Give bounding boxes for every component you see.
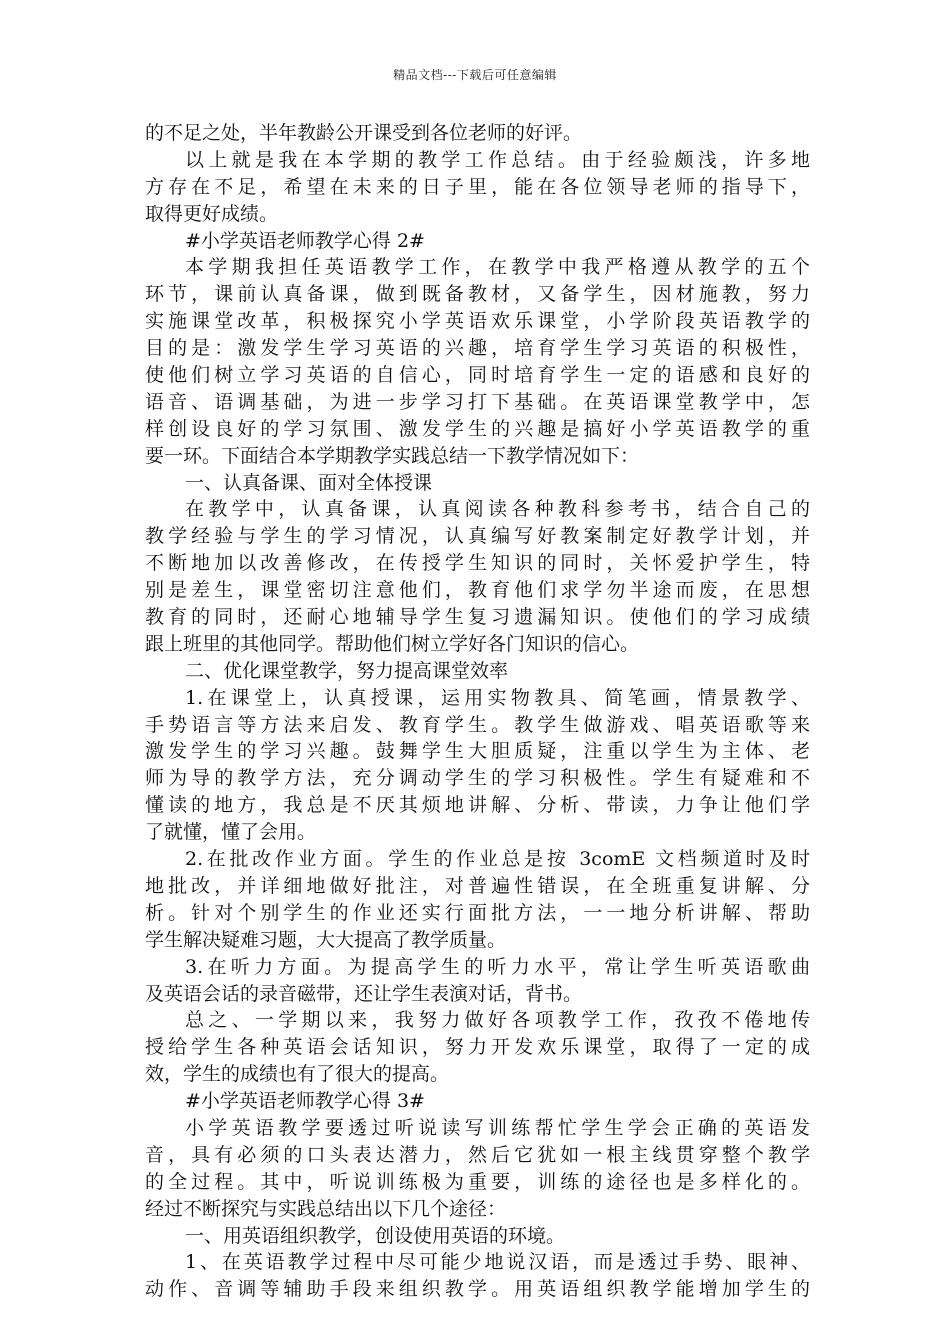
text-line: 教育的同时，还耐心地辅导学生复习遗漏知识。使他们的学习成绩 xyxy=(145,606,810,629)
text-line: 地批改，并详细地做好批注，对普遍性错误，在全班重复讲解、分 xyxy=(145,874,810,897)
text-line: 别是差生，课堂密切注意他们，教育他们求学勿半途而废，在思想 xyxy=(145,579,810,602)
text-line: 要一环。下面结合本学期教学实践总结一下教学情况如下： xyxy=(145,444,640,467)
text-line: 师为导的教学方法，充分调动学生的学习积极性。学生有疑难和不 xyxy=(145,767,810,790)
text-line: 一、用英语组织教学，创设使用英语的环境。 xyxy=(185,1224,566,1247)
text-line: 不断地加以改善修改，在传授学生知识的同时，关怀爱护学生，特 xyxy=(145,552,810,575)
text-line: 环节，课前认真备课，做到既备教材，又备学生，因材施教，努力 xyxy=(145,283,810,306)
text-line: 的全过程。其中，听说训练极为重要，训练的途径也是多样化的。 xyxy=(145,1170,810,1193)
text-line: 样创设良好的学习氛围、激发学生的兴趣是搞好小学英语教学的重 xyxy=(145,417,810,440)
text-line: #小学英语老师教学心得 3# xyxy=(185,1090,425,1113)
text-line: 一、认真备课、面对全体授课 xyxy=(185,471,433,494)
text-line: #小学英语老师教学心得 2# xyxy=(185,229,425,252)
text-line: 动作、音调等辅助手段来组织教学。用英语组织教学能增加学生的 xyxy=(145,1278,810,1301)
text-line: 2.在批改作业方面。学生的作业总是按 3comE 文档频道时及时 xyxy=(185,848,810,871)
text-line: 二、优化课堂教学，努力提高课堂效率 xyxy=(185,659,509,682)
text-line: 小学英语教学要透过听说读写训练帮忙学生学会正确的英语发 xyxy=(185,1116,810,1139)
text-line: 在教学中，认真备课，认真阅读各种教科参考书，结合自己的 xyxy=(185,498,810,521)
text-line: 取得更好成绩。 xyxy=(145,202,279,225)
text-line: 的不足之处，半年教龄公开课受到各位老师的好评。 xyxy=(145,122,583,144)
document-body xyxy=(145,120,810,1303)
text-line: 3.在听力方面。为提高学生的听力水平，常让学生听英语歌曲 xyxy=(185,955,810,978)
text-line: 效，学生的成绩也有了很大的提高。 xyxy=(145,1063,450,1086)
text-line: 方存在不足，希望在未来的日子里，能在各位领导老师的指导下， xyxy=(145,175,810,198)
text-line: 以上就是我在本学期的教学工作总结。由于经验颇浅，许多地 xyxy=(185,148,810,171)
text-line: 经过不断探究与实践总结出以下几个途径： xyxy=(145,1197,507,1220)
text-line: 懂读的地方，我总是不厌其烦地讲解、分析、带读，力争让他们学 xyxy=(145,794,810,817)
text-line: 使他们树立学习英语的自信心，同时培育学生一定的语感和良好的 xyxy=(145,364,810,387)
text-line: 析。针对个别学生的作业还实行面批方法，一一地分析讲解、帮助 xyxy=(145,901,810,924)
text-line: 授给学生各种英语会话知识，努力开发欢乐课堂，取得了一定的成 xyxy=(145,1036,810,1059)
text-line: 手势语言等方法来启发、教育学生。教学生做游戏、唱英语歌等来 xyxy=(145,713,810,736)
text-line: 语音、语调基础，为进一步学习打下基础。在英语课堂教学中，怎 xyxy=(145,390,810,413)
text-line: 音，具有必须的口头表达潜力，然后它犹如一根主线贯穿整个教学 xyxy=(145,1143,810,1166)
text-line: 1.在课堂上，认真授课，运用实物教具、简笔画，情景教学、 xyxy=(185,686,810,709)
text-line: 1、在英语教学过程中尽可能少地说汉语，而是透过手势、眼神、 xyxy=(185,1251,810,1274)
text-line: 实施课堂改革，积极探究小学英语欢乐课堂，小学阶段英语教学的 xyxy=(145,310,810,333)
page-header: 精品文档---下载后可任意编辑 xyxy=(393,68,557,82)
text-line: 学生解决疑难习题，大大提高了教学质量。 xyxy=(145,928,507,951)
text-line: 跟上班里的其他同学。帮助他们树立学好各门知识的信心。 xyxy=(145,632,640,655)
text-line: 了就懂，懂了会用。 xyxy=(145,821,317,844)
text-line: 及英语会话的录音磁带，还让学生表演对话，背书。 xyxy=(145,982,583,1005)
text-line: 教学经验与学生的学习情况，认真编写好教案制定好教学计划，并 xyxy=(145,525,810,548)
text-line: 激发学生的学习兴趣。鼓舞学生大胆质疑，注重以学生为主体、老 xyxy=(145,740,810,763)
text-line: 目的是：激发学生学习英语的兴趣，培育学生学习英语的积极性， xyxy=(145,337,810,360)
text-line: 总之、一学期以来，我努力做好各项教学工作，孜孜不倦地传 xyxy=(185,1009,810,1032)
text-line: 本学期我担任英语教学工作，在教学中我严格遵从教学的五个 xyxy=(185,256,810,279)
